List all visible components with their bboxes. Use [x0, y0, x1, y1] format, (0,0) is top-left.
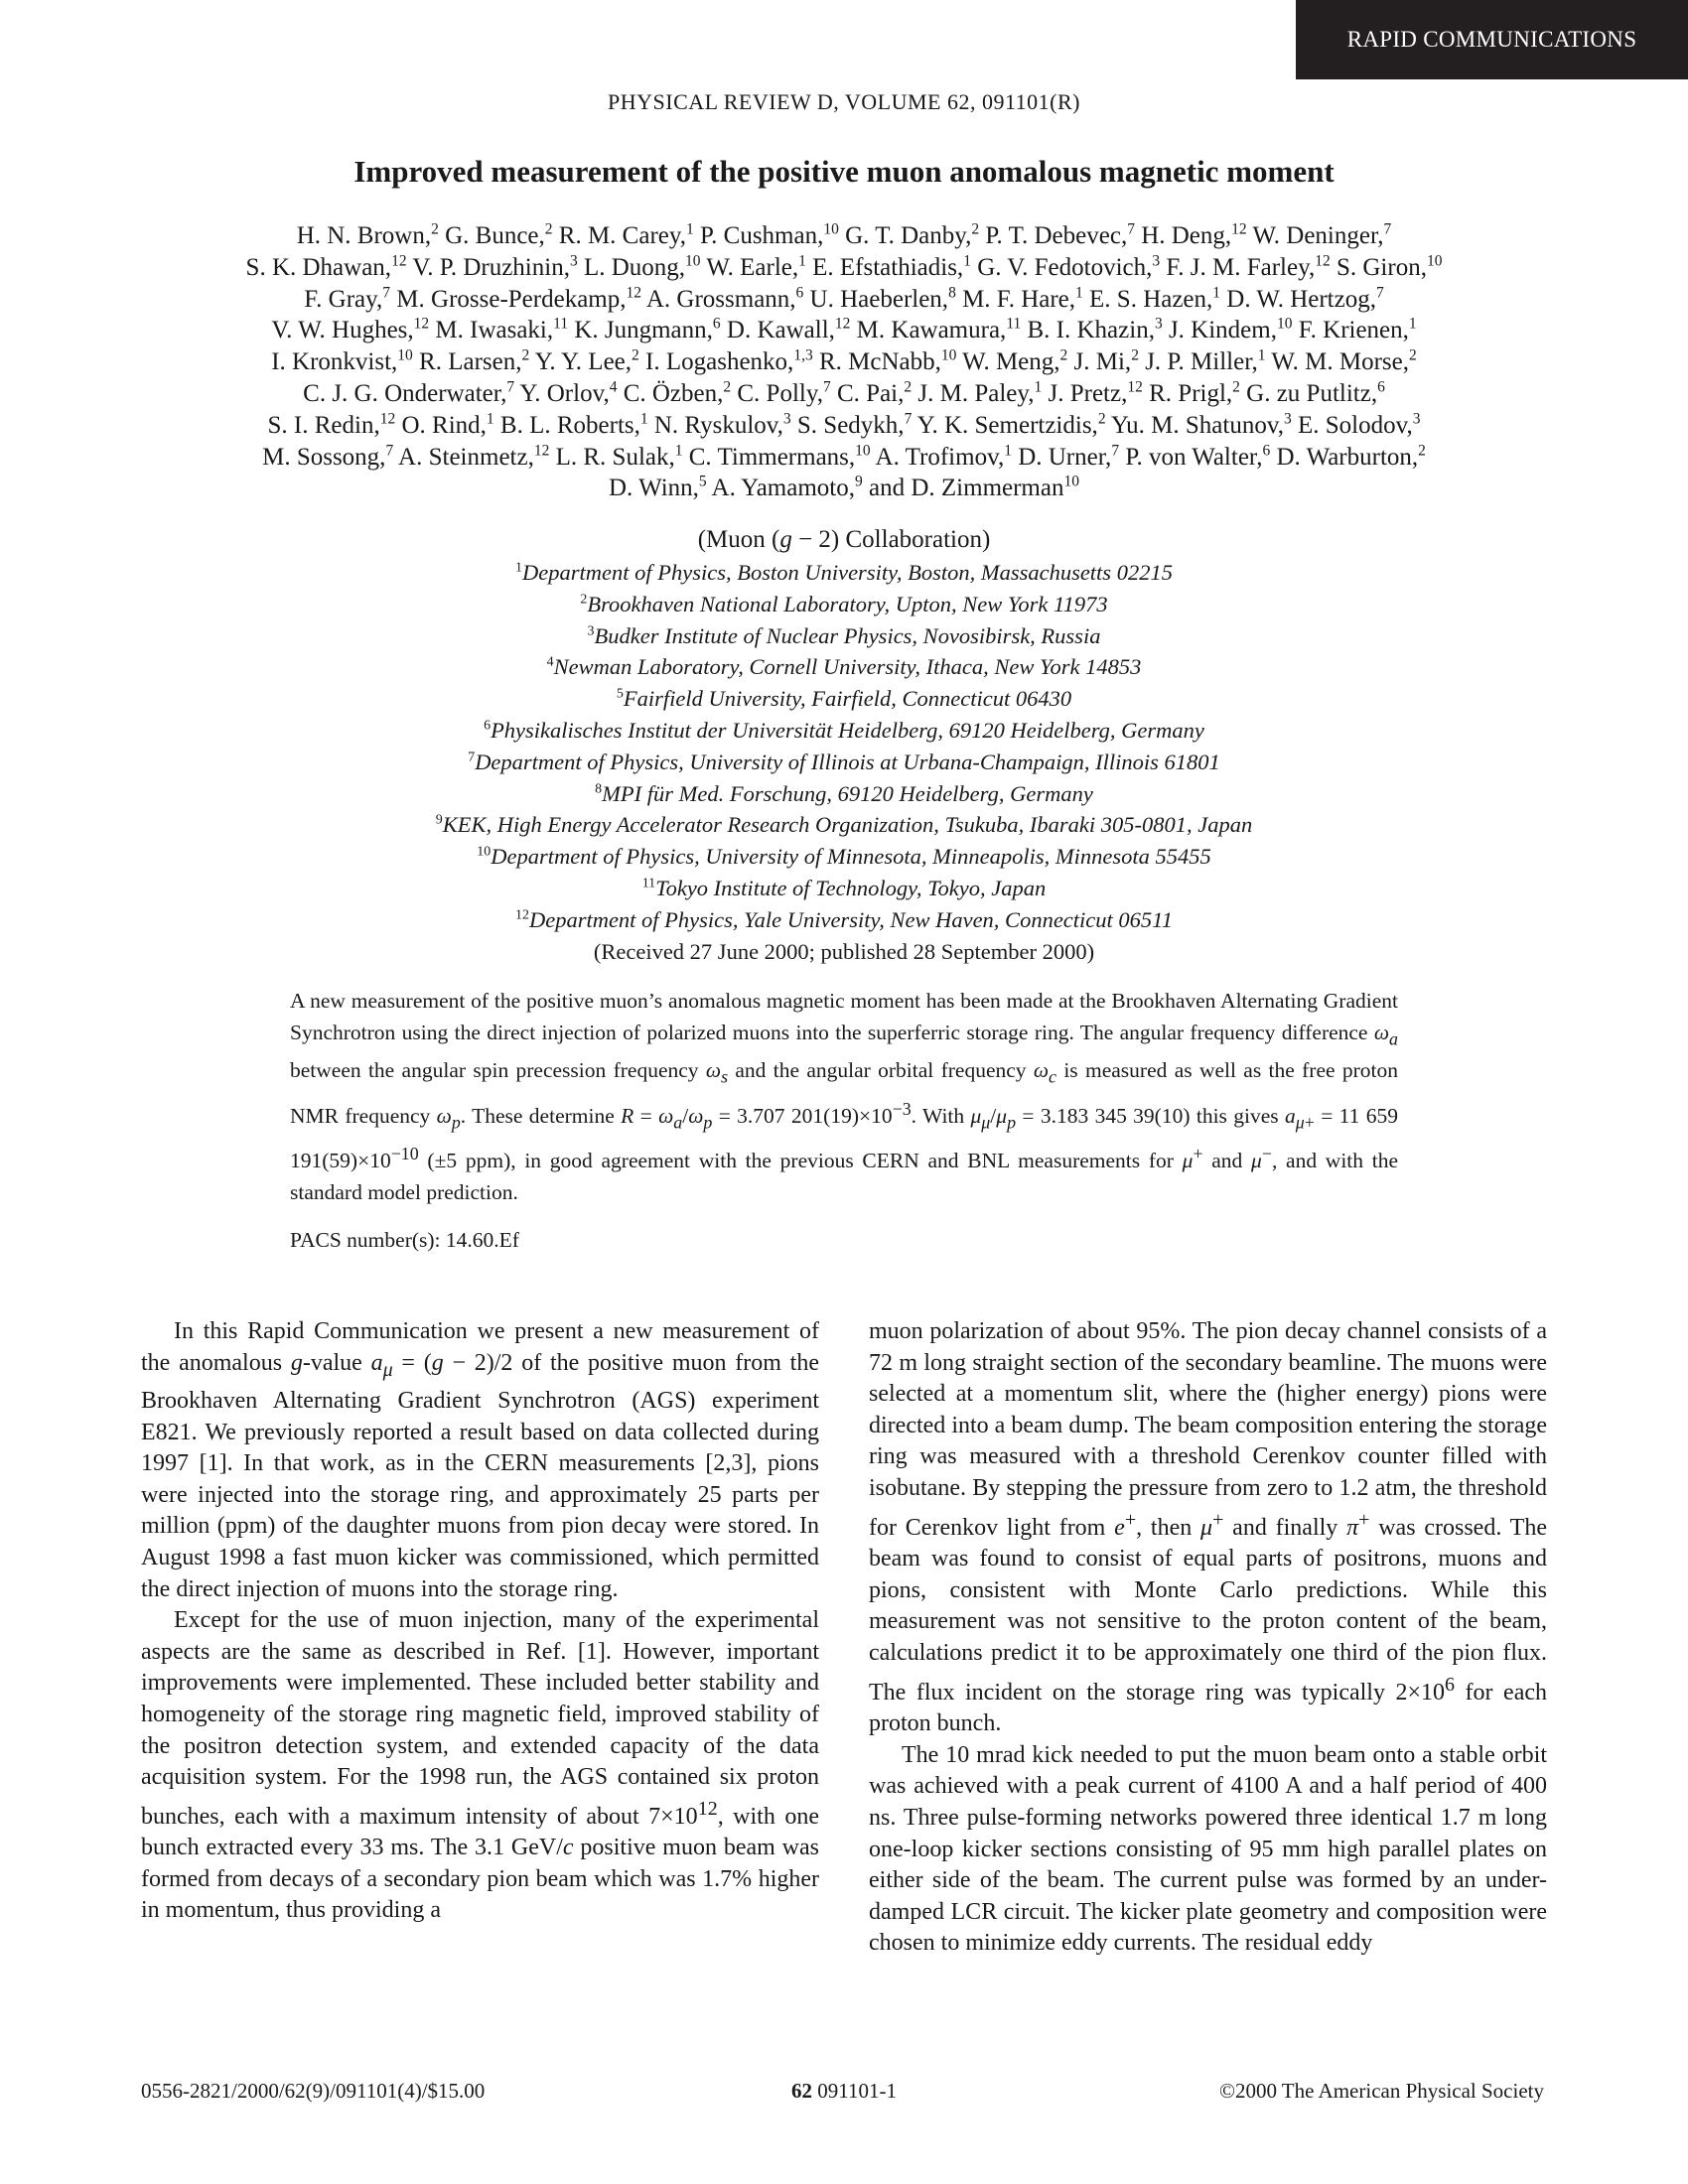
- affiliation: $^5$Fairfield University, Fairfield, Connecticut 06430: [616, 686, 1072, 712]
- author-line: V. W. Hughes,$^{12}$ M. Iwasaki,$^{11}$ K. Jungmann,$^6$ D. Kawall,$^{12}$ M. Kawamura,$^{11}$ B. I. Khazin,$^3$ J. Kindem,$^{10}$ F. Krienen,$^1$: [271, 316, 1417, 344]
- body-paragraph: In this Rapid Communication we present a new measurement of the anomalous g-value $a_\mu = (g - 2)/2$ of the positive muon from the Brookhaven Alternating Gradient Synchrotron (AGS) experiment E821. We previously reported a result based on data collected during 1997 [1]. In that work, as in the CERN measurements [2,3], pions were injected into the storage ring, and approximately 25 parts per million (ppm) of the daughter muons from pion decay were stored. In August 1998 a fast muon kicker was commissioned, which permitted the direct injection of muons into the storage ring.: [141, 1318, 819, 1602]
- body-paragraph: Except for the use of muon injection, many of the experimental aspects are the same as described in Ref. [1]. However, important improvements were implemented. These included better stability and homogeneity of the storage ring magnetic field, improved stability of the positron detection system, and extended capacity of the data acquisition system. For the 1998 run, the AGS contained six proton bunches, each with a maximum intensity of about $7\times 10^{12}$, with one bunch extracted every 33 ms. The 3.1 GeV/c positive muon beam was formed from decays of a secondary pion beam which was 1.7% higher in momentum, thus providing a: [141, 1607, 819, 1924]
- affiliation: $^6$Physikalisches Institut der Universität Heidelberg, 69120 Heidelberg, Germany: [484, 717, 1204, 743]
- author-line: S. I. Redin,$^{12}$ O. Rind,$^1$ B. L. Roberts,$^1$ N. Ryskulov,$^3$ S. Sedykh,$^7$ Y. K. Semertzidis,$^2$ Yu. M. Shatunov,$^3$ E. Solodov,$^3$: [267, 410, 1421, 439]
- affiliation: $^4$Newman Laboratory, Cornell University, Ithaca, New York 14853: [546, 654, 1142, 680]
- footer-page: 091101-1: [817, 2079, 897, 2103]
- abstract: A new measurement of the positive muon’s anomalous magnetic moment has been made at the Brookhaven Alternating Gradient Synchrotron using the direct injection of polarized muons into the superferric storage ring. The angular frequency difference $\omega_a$ between the angular spin precession frequency $\omega_s$ and the angular orbital frequency $\omega_c$ is measured as well as the free proton NMR frequency $\omega_p$. These determine $R = \omega_a/\omega_p = 3.707$ $201(19)\times 10^{-3}$. With $\mu_\mu/\mu_p = 3.183$ 345 39(10) this gives $a_{\mu+} = 11$ 659 $191(59)\times 10^{-10}$ (±5 ppm), in good agreement with the previous CERN and BNL measurements for μ+ and μ−, and with the standard model prediction.: [290, 989, 1398, 1205]
- author-line: F. Gray,$^7$ M. Grosse-Perdekamp,$^{12}$ A. Grossmann,$^6$ U. Haeberlen,$^8$ M. F. Hare,$^1$ E. S. Hazen,$^1$ D. W. Hertzog,$^7$: [304, 284, 1384, 313]
- affiliation: $^{10}$Department of Physics, University of Minnesota, Minneapolis, Minnesota 55455: [477, 844, 1211, 870]
- body-paragraph: The 10 mrad kick needed to put the muon beam onto a stable orbit was achieved with a peak current of 4100 A and a half period of 400 ns. Three pulse-forming networks powered three identical 1.7 m long one-loop kicker sections consisting of 95 mm high parallel plates on either side of the beam. The current pulse was formed by an under-damped LCR circuit. The kicker plate geometry and composition were chosen to minimize eddy currents. The residual eddy: [869, 1741, 1547, 1957]
- author-line: C. J. G. Onderwater,$^7$ Y. Orlov,$^4$ C. Özben,$^2$ C. Polly,$^7$ C. Pai,$^2$ J. M. Paley,$^1$ J. Pretz,$^{12}$ R. Prigl,$^2$ G. zu Putlitz,$^6$: [303, 378, 1385, 407]
- author-line: I. Kronkvist,$^{10}$ R. Larsen,$^2$ Y. Y. Lee,$^2$ I. Logashenko,$^{1,3}$ R. McNabb,$^{10}$ W. Meng,$^2$ J. Mi,$^2$ J. P. Miller,$^1$ W. M. Morse,$^2$: [271, 346, 1417, 376]
- affiliation: $^9$KEK, High Energy Accelerator Research Organization, Tsukuba, Ibaraki 305-0801, Japan: [435, 812, 1253, 838]
- author-line: D. Winn,$^5$ A. Yamamoto,$^9$ and D. Zimmerman$^{10}$: [609, 474, 1079, 502]
- author-line: H. N. Brown,$^2$ G. Bunce,$^2$ R. M. Carey,$^1$ P. Cushman,$^{10}$ G. T. Danby,$^2$ P. T. Debevec,$^7$ H. Deng,$^{12}$ W. Deninger,$^7$: [296, 220, 1392, 249]
- affiliation: $^1$Department of Physics, Boston University, Boston, Massachusetts 02215: [515, 560, 1173, 585]
- pacs-numbers: PACS number(s): 14.60.Ef: [290, 1228, 519, 1252]
- body-column-right: [869, 1316, 1547, 1960]
- paper-title: Improved measurement of the positive muon anomalous magnetic moment: [353, 154, 1335, 189]
- received-dates: (Received 27 June 2000; published 28 September 2000): [593, 938, 1095, 964]
- affiliation: $^3$Budker Institute of Nuclear Physics, Novosibirsk, Russia: [587, 622, 1101, 648]
- footer-volume: 62: [791, 2079, 813, 2103]
- affiliation: $^{12}$Department of Physics, Yale University, New Haven, Connecticut 06511: [515, 906, 1173, 932]
- collaboration-name: (Muon (g − 2) Collaboration): [697, 526, 991, 553]
- affiliation-list: [0, 557, 1688, 967]
- rapid-communications-badge: RAPID COMMUNICATIONS: [1296, 0, 1688, 79]
- journal-header: PHYSICAL REVIEW D, VOLUME 62, 091101(R): [608, 89, 1080, 114]
- body-column-left: [141, 1316, 819, 1927]
- affiliation: $^2$Brookhaven National Laboratory, Upton, New York 11973: [580, 591, 1108, 616]
- author-line: S. K. Dhawan,$^{12}$ V. P. Druzhinin,$^3$ L. Duong,$^{10}$ W. Earle,$^1$ E. Efstathiadis,$^1$ G. V. Fedotovich,$^3$ F. J. M. Farley,$^{12}$ S. Giron,$^{10}$: [245, 252, 1443, 281]
- affiliation: $^7$Department of Physics, University of Illinois at Urbana-Champaign, Illinois 61801: [468, 749, 1220, 774]
- author-list: [139, 220, 1549, 504]
- author-line: M. Sossong,$^7$ A. Steinmetz,$^{12}$ L. R. Sulak,$^1$ C. Timmermans,$^{10}$ A. Trofimov,$^1$ D. Urner,$^7$ P. von Walter,$^6$ D. Warburton,$^2$: [262, 442, 1426, 471]
- affiliation: $^{11}$Tokyo Institute of Technology, Tokyo, Japan: [641, 875, 1047, 900]
- affiliation: $^8$MPI für Med. Forschung, 69120 Heidelberg, Germany: [595, 780, 1093, 806]
- footer-doi-code: 0556-2821/2000/62(9)/091101(4)/$15.00: [141, 2079, 486, 2103]
- body-paragraph: muon polarization of about 95%. The pion decay channel consists of a 72 m long straight section of the secondary beamline. The muons were selected at a momentum slit, where the (higher energy) pions were directed into a beam dump. The beam composition entering the storage ring was measured with a threshold Cerenkov counter filled with isobutane. By stepping the pressure from zero to 1.2 atm, the threshold for Cerenkov light from e+, then μ+ and finally π+ was crossed. The beam was found to consist of equal parts of positrons, muons and pions, consistent with Monte Carlo predictions. While this measurement was not sensitive to the proton content of the beam, calculations predict it to be approximately one third of the pion flux. The flux incident on the storage ring was typically $2\times 10^6$ for each proton bunch.: [869, 1318, 1547, 1737]
- footer-copyright: ©2000 The American Physical Society: [1218, 2079, 1544, 2103]
